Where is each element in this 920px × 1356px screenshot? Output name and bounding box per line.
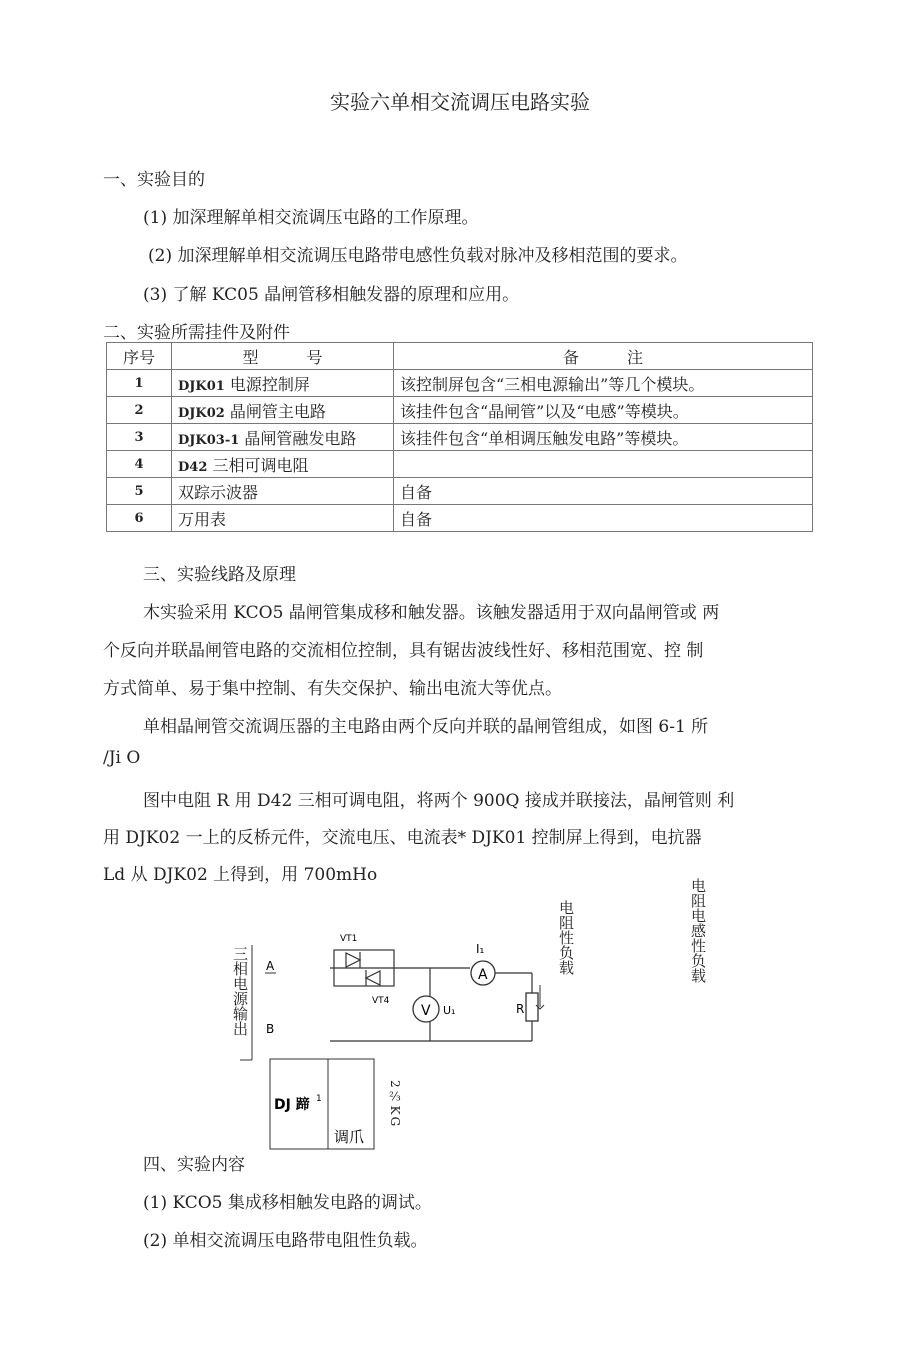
row-name: 万用表 xyxy=(178,509,227,529)
side-vertical-label: 2⅔KG xyxy=(388,1080,402,1129)
page-title: 实验六单相交流调压电路实验 xyxy=(330,90,590,114)
vt4-label: VT4 xyxy=(372,996,390,1006)
row-model xyxy=(172,424,394,451)
row-name: 晶闸管主电路 xyxy=(229,401,326,421)
objective-1: (1) 加深理解单相交流调压屯路的工作原理。 xyxy=(143,208,479,228)
row-note: 该挂件包含“单相调压触发电路”等模块。 xyxy=(394,424,813,451)
content-2: (2) 单相交流调压电路带电阻性负载。 xyxy=(143,1231,428,1251)
header-model: 型 号 xyxy=(172,343,394,370)
dj-box-right-label: 调爪 xyxy=(334,1128,365,1146)
principle-line-4: 单相晶闸管交流调压器的主电路由两个反向并联的晶闸管组成，如图 6-1 所 xyxy=(143,717,709,737)
row-no: 6 xyxy=(107,505,172,532)
row-note: 该挂件包含“晶闸管”以及“电感”等模块。 xyxy=(394,397,813,424)
table-row xyxy=(107,370,813,397)
row-model xyxy=(172,478,394,505)
header-note: 备 注 xyxy=(394,343,813,370)
row-note: 自备 xyxy=(394,505,813,532)
row-note: 该控制屏包含“三相电源输出”等几个模块。 xyxy=(394,370,813,397)
circuit-diagram xyxy=(240,925,570,1155)
table-row xyxy=(107,397,813,424)
dj-box-left-label: DJ 蹄 xyxy=(274,1097,310,1113)
content-1: (1) KCO5 集成移相触发电路的调试。 xyxy=(143,1193,432,1213)
row-no: 4 xyxy=(107,451,172,478)
section4-heading: 四、实验内容 xyxy=(143,1155,245,1175)
table-row xyxy=(107,478,813,505)
row-model xyxy=(172,505,394,532)
objective-2: (2) 加深理解单相交流调压电路带电感性负载对脉冲及移相范围的要求。 xyxy=(148,246,688,266)
row-name: 三相可调电阻 xyxy=(212,455,309,475)
vt1-label: VT1 xyxy=(340,934,358,944)
row-note xyxy=(394,451,813,478)
principle-line-1: 木实验采用 KCO5 晶闸管集成移和触发器。该触发器适用于双向晶闸管或 两 xyxy=(143,603,720,623)
principle-line-8: Ld 从 DJK02 上得到，用 700mHo xyxy=(103,865,378,885)
ammeter-symbol: A xyxy=(478,967,488,983)
resistor-body xyxy=(526,993,538,1021)
row-no: 1 xyxy=(107,370,172,397)
row-name: 晶闸管融发电路 xyxy=(244,428,357,448)
section1-heading: 一、实验目的 xyxy=(103,170,205,190)
row-model xyxy=(172,370,394,397)
row-code: DJK02 xyxy=(178,405,225,421)
row-name: 电源控制屏 xyxy=(229,374,310,394)
equipment-table xyxy=(106,342,813,532)
section3-heading: 三、实验线路及原理 xyxy=(143,565,296,585)
row-note: 自备 xyxy=(394,478,813,505)
ammeter-label: I₁ xyxy=(476,942,485,956)
table-row xyxy=(107,505,813,532)
section2-heading: 二、实验所需挂件及附件 xyxy=(103,323,290,343)
vt1-symbol xyxy=(346,953,360,967)
row-no: 3 xyxy=(107,424,172,451)
principle-line-7: 用 DJK02 一上的反桥元件，交流电压、电流表* DJK01 控制屏上得到，电抗器 xyxy=(103,828,702,848)
table-row xyxy=(107,424,813,451)
node-b-label: B xyxy=(266,1022,275,1036)
inductive-load-label: 电阻电感性负载 xyxy=(689,878,707,983)
dj-box-sup: 1 xyxy=(316,1094,322,1104)
vt4-symbol xyxy=(366,971,380,985)
table-header-row xyxy=(107,343,813,370)
row-model xyxy=(172,397,394,424)
principle-line-6: 图中电阻 R 用 D42 三相可调电阻，将两个 900Q 接成并联接法，晶闸管则 利 xyxy=(143,791,735,811)
voltmeter-symbol: V xyxy=(421,1003,431,1019)
row-no: 2 xyxy=(107,397,172,424)
principle-line-2: 个反向并联晶闸管电路的交流相位控制，具有锯齿波线性好、移相范围宽、控 制 xyxy=(103,641,704,661)
header-no: 序号 xyxy=(107,343,172,370)
row-code: DJK01 xyxy=(178,378,225,394)
principle-line-5: /Ji O xyxy=(103,748,141,768)
row-code: D42 xyxy=(178,459,208,475)
row-code: DJK03-1 xyxy=(178,432,240,448)
row-no: 5 xyxy=(107,478,172,505)
resistive-load-label: 电阻性负载 xyxy=(557,900,575,975)
node-a-label: A xyxy=(266,959,275,973)
row-model xyxy=(172,451,394,478)
resistor-label: R xyxy=(516,1002,525,1016)
voltmeter-label: U₁ xyxy=(443,1004,456,1017)
row-name: 双踪示波器 xyxy=(178,482,259,502)
principle-line-3: 方式简单、易于集中控制、有失交保护、输出电流大等优点。 xyxy=(103,679,562,699)
objective-3: (3) 了解 KC05 晶闸管移相触发器的原理和应用。 xyxy=(143,285,520,305)
table-row xyxy=(107,451,813,478)
power-output-label: 三相电源输出 xyxy=(231,946,249,1036)
